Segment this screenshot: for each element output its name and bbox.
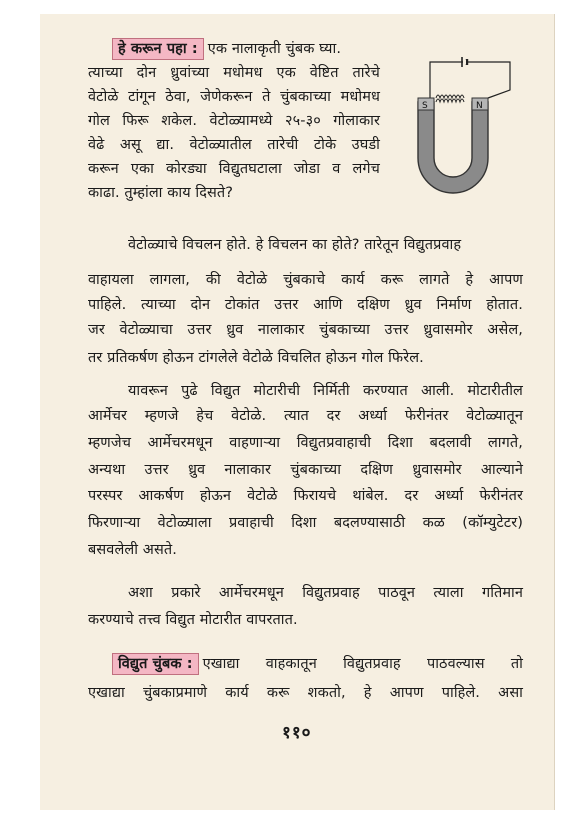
para3-line: बसवलेली असते. xyxy=(88,542,177,558)
para1-line: गोल फिरू शकेल. वेटोळ्यामध्ये २५-३० गोलाकार xyxy=(88,113,380,129)
heading-try-this-text: एक नालाकृती चुंबक घ्या. xyxy=(207,41,342,57)
heading-electromagnet: विद्युत चुंबक : xyxy=(112,653,199,675)
para1-line: करून एका कोरड्या विद्युतघटाला जोडा व लगेच xyxy=(88,161,380,177)
heading-try-this: हे करून पहा : xyxy=(112,38,204,60)
para2-line: पाहिले. त्याच्या दोन टोकांत उत्तर आणि दक्षिण ध्रुव निर्माण होतात. xyxy=(88,297,523,313)
para3-line: परस्पर आकर्षण होऊन वेटोळे फिरायचे थांबेल. दर अर्ध्या फेरीनंतर xyxy=(88,488,523,504)
heading-try-this-line xyxy=(112,38,341,60)
battery-icon xyxy=(462,57,467,67)
pole-n-label: N xyxy=(476,101,483,111)
para3-line: म्हणजेच आर्मेचरमधून वाहणाऱ्या विद्युतप्रवाहाची दिशा बदलावी लागते, xyxy=(88,435,523,451)
para2-line: जर वेटोळ्याचा उत्तर ध्रुव नालाकार चुंबकाच्या उत्तर ध्रुवासमोर असेल, xyxy=(88,322,523,338)
heading-electromagnet-text: एखाद्या वाहकातून विद्युतप्रवाह पाठवल्यास तो xyxy=(202,656,523,672)
para2-line: वेटोळ्याचे विचलन होते. हे विचलन का होते? तारेतून विद्युतप्रवाह xyxy=(128,237,462,253)
para2-line: तर प्रतिकर्षण होऊन टांगलेले वेटोळे विचलित होऊन गोल फिरेल. xyxy=(88,350,424,366)
para1-line: वेढे असू द्या. वेटोळ्यातील तारेची टोके उघडी xyxy=(88,137,380,153)
para4-line: अशा प्रकारे आर्मेचरमधून विद्युतप्रवाह पाठवून त्याला गतिमान xyxy=(128,585,523,601)
para1-line: त्याच्या दोन ध्रुवांच्या मधोमध एक वेष्टित तारेचे xyxy=(88,65,380,81)
page-number: ११० xyxy=(282,723,312,743)
para5-line: एखाद्या चुंबकाप्रमाणे कार्य करू शकतो, हे आपण पाहिले. असा xyxy=(88,685,523,701)
para4-line: करण्याचे तत्त्व विद्युत मोटारीत वापरतात. xyxy=(88,612,298,628)
coil-icon xyxy=(436,95,464,102)
para3-line: फिरणाऱ्या वेटोळ्याला प्रवाहाची दिशा बदलण्यासाठी कळ (कॉम्युटेटर) xyxy=(88,515,523,531)
para3-line: अन्यथा उत्तर ध्रुव नालाकार चुंबकाच्या दक्षिण ध्रुवासमोर आल्याने xyxy=(88,462,523,478)
para1-line: वेटोळे टांगून ठेवा, जेणेकरून ते चुंबकाच्या मधोमध xyxy=(88,89,380,105)
horseshoe-magnet-diagram xyxy=(380,50,530,200)
heading-electromagnet-line xyxy=(112,653,523,675)
para2-line: वाहायला लागला, की वेटोळे चुंबकाचे कार्य करू लागते हे आपण xyxy=(88,272,523,288)
horseshoe-magnet xyxy=(418,102,488,193)
para1-line: काढा. तुम्हांला काय दिसते? xyxy=(88,185,234,201)
para3-line: आर्मेचर म्हणजे हेच वेटोळे. त्यात दर अर्ध्या फेरीनंतर वेटोळ्यातून xyxy=(88,408,523,424)
para3-line: यावरून पुढे विद्युत मोटारीची निर्मिती करण्यात आली. मोटारीतील xyxy=(128,383,523,399)
pole-s-label: S xyxy=(422,101,428,111)
